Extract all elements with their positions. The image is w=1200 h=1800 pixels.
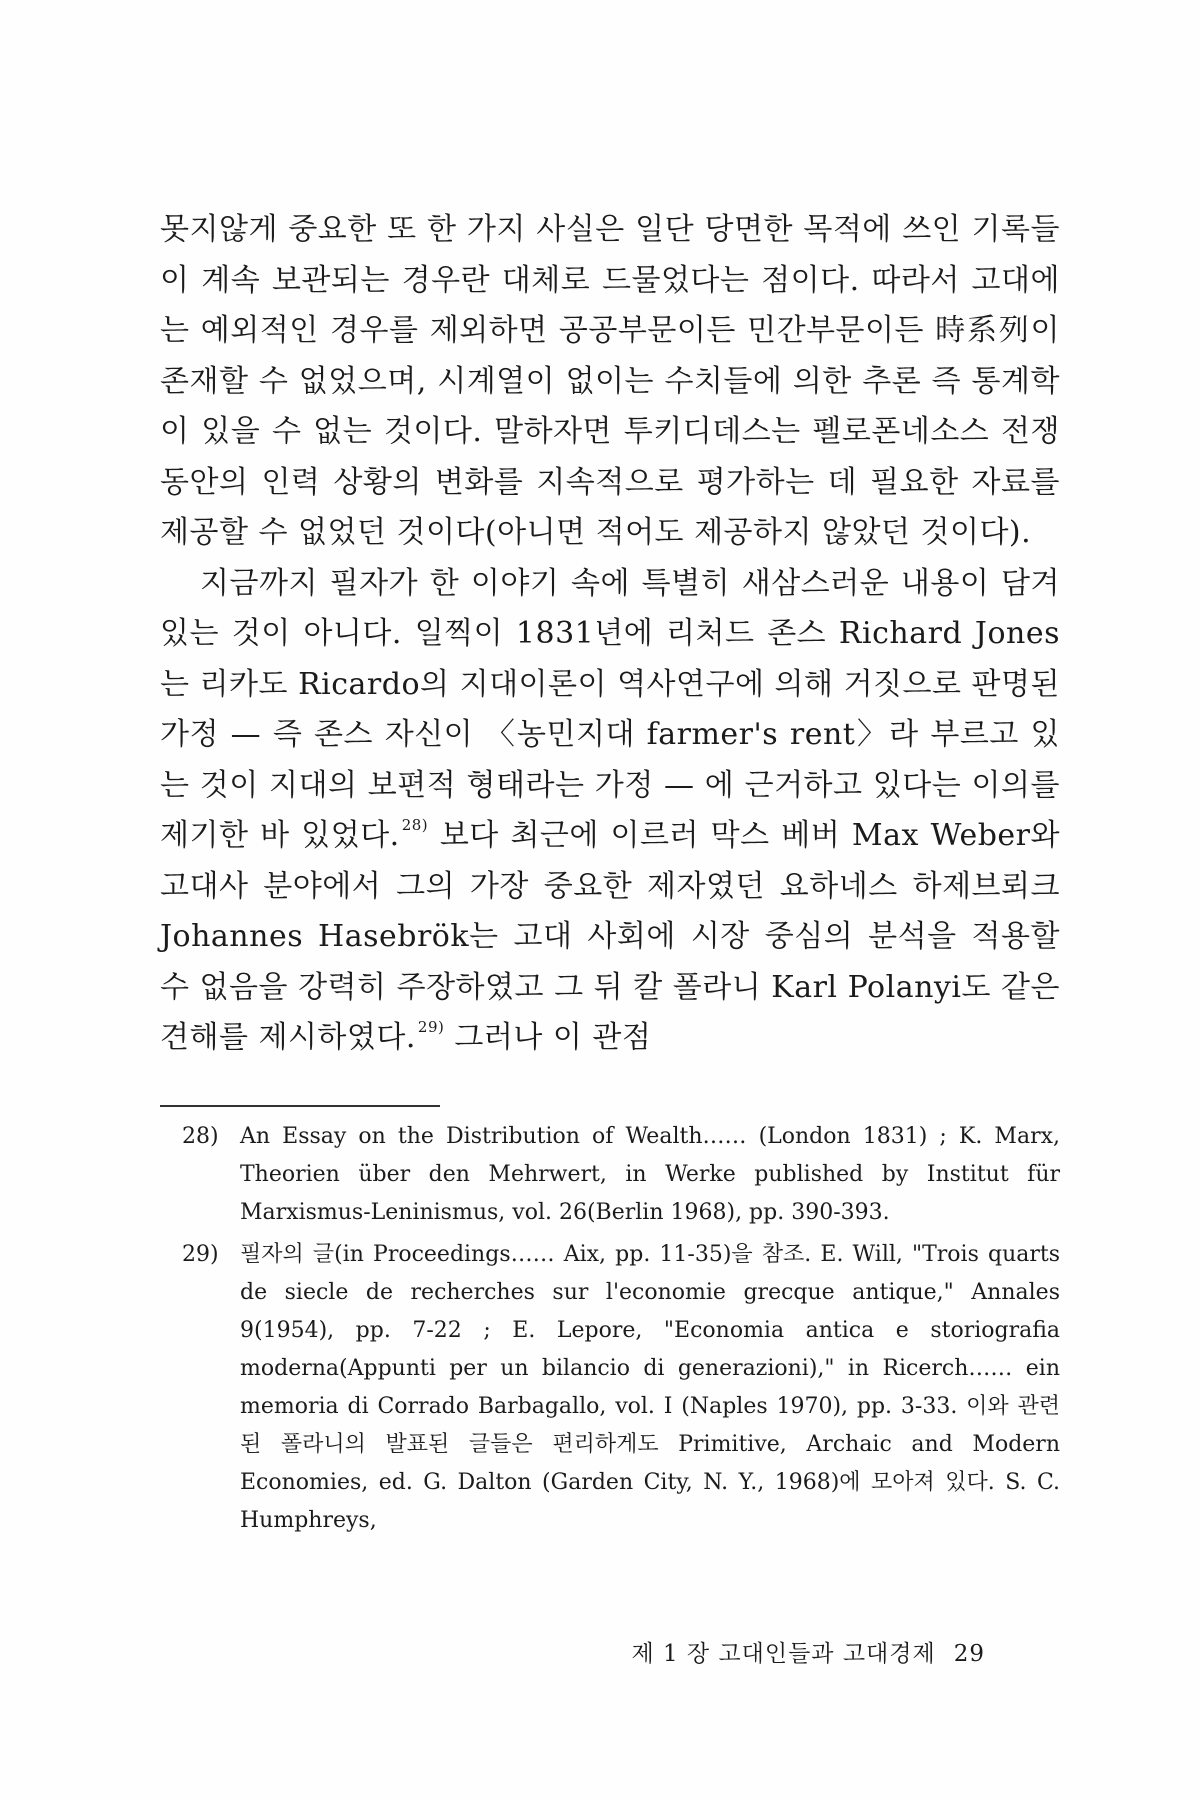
chapter-title: 제 1 장 고대인들과 고대경제 <box>631 1641 936 1667</box>
body-text <box>160 205 1060 1064</box>
footnote-number: 28) <box>182 1124 219 1149</box>
paragraph-2-part-1: 지금까지 필자가 한 이야기 속에 특별히 새삼스러운 내용이 담겨 있는 것이 아니다. 일찍이 1831년에 리처드 존스 Richard Jones는 리카도 Ricardo의 지대이론이 역사연구에 의해 거짓으로 판명된 가정 — 즉 존스 자신이 〈농민지대 farmer's rent〉라 부르고 있는 것이 지대의 보편적 형태라는 가정 — 에 근거하고 있다는 이의를 제기한 바 있었다. <box>160 565 1060 853</box>
running-footer <box>560 1635 985 1668</box>
paragraph-1: 못지않게 중요한 또 한 가지 사실은 일단 당면한 목적에 쓰인 기록들이 계속 보관되는 경우란 대체로 드물었다는 점이다. 따라서 고대에는 예외적인 경우를 제외하면 공공부문이든 민간부문이든 時系列이 존재할 수 없었으며, 시계열이 없이는 수치들에 의한 추론 즉 통계학이 있을 수 없는 것이다. 말하자면 투키디데스는 펠로폰네소스 전쟁 동안의 인력 상황의 변화를 지속적으로 평가하는 데 필요한 자료를 제공할 수 없었던 것이다(아니면 적어도 제공하지 않았던 것이다). <box>160 212 1060 550</box>
footnote-number: 29) <box>182 1242 219 1267</box>
page-number: 29 <box>953 1641 985 1667</box>
paragraph-2-part-2: 보다 최근에 이르러 막스 베버 Max Weber와 고대사 분야에서 그의 가장 중요한 제자였던 요하네스 하제브뢰크 Johannes Hasebrök는 고대 사회에 시장 중심의 분석을 적용할 수 없음을 강력히 주장하였고 그 뒤 칼 폴라니 Karl Polanyi도 같은 견해를 제시하였다. <box>160 818 1060 1055</box>
footnote-separator <box>160 1105 440 1107</box>
paragraph-2 <box>160 559 1060 1064</box>
footnote-text: 필자의 글(in Proceedings…… Aix, pp. 11-35)을 참조. E. Will, "Trois quarts de siecle de recherches sur l'economie grecque antique," Annales 9(1954), pp. 7-22 ; E. Lepore, "Economia antica e storiografia moderna(Appunti per un bilancio di generazioni)," in Ricerch…… ein memoria di Corrado Barbagallo, vol. I (Naples 1970), pp. 3-33. 이와 관련된 폴라니의 발표된 글들은 편리하게도 Primitive, Archaic and Modern Economies, ed. G. Dalton (Garden City, N. Y., 1968)에 모아져 있다. S. C. Humphreys, <box>240 1242 1060 1533</box>
footnote-text: An Essay on the Distribution of Wealth…… (London 1831) ; K. Marx, Theorien über den Mehrwert, in Werke published by Institut für Marxismus-Leninismus, vol. 26(Berlin 1968), pp. 390-393. <box>240 1124 1060 1225</box>
footnotes <box>160 1118 1060 1540</box>
paragraph-2-part-3: 그러나 이 관점 <box>444 1020 652 1055</box>
footnote-28 <box>160 1118 1060 1232</box>
footnote-29 <box>160 1236 1060 1540</box>
footnote-ref-29: 29) <box>417 1018 445 1036</box>
footnote-ref-28: 28) <box>401 816 429 834</box>
